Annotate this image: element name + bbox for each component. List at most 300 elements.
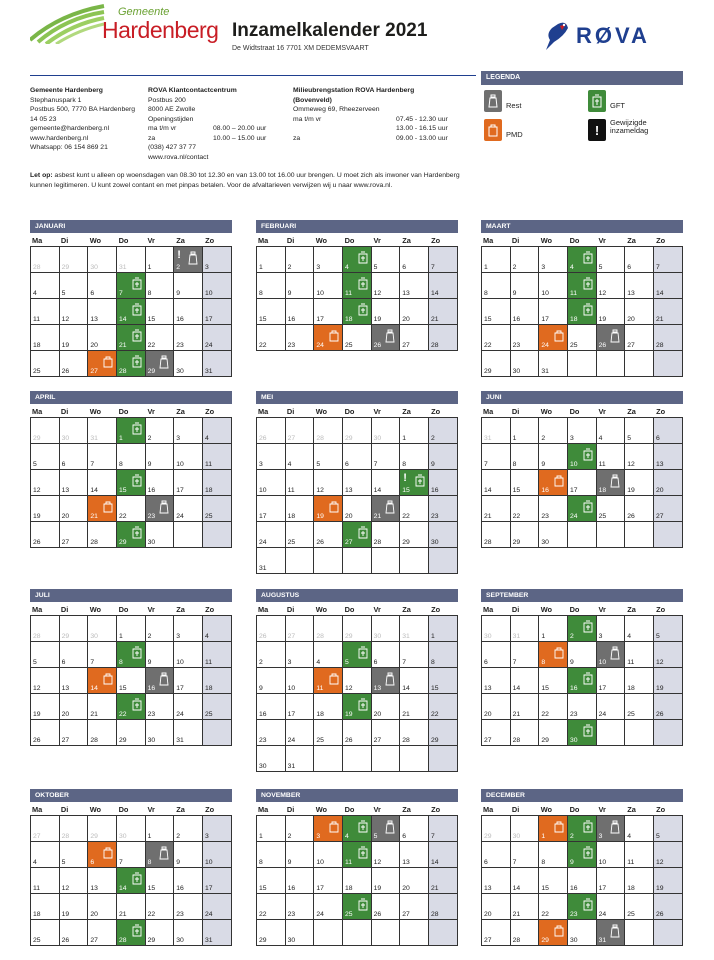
day-number: 5: [627, 435, 632, 442]
day-cell: [372, 868, 401, 894]
day-cell: [314, 720, 343, 746]
day-cell-rest: [597, 642, 626, 668]
day-number: 17: [204, 316, 213, 323]
day-cell-gft: [568, 496, 597, 522]
day-cell: [568, 868, 597, 894]
weekday-label: Wo: [315, 605, 328, 614]
day-number: 28: [512, 737, 521, 744]
rest-bin-icon: [609, 646, 621, 662]
day-cell: [60, 418, 89, 444]
website-link[interactable]: www.hardenberg.nl: [30, 134, 89, 142]
day-number: 11: [627, 659, 635, 666]
day-cell: [400, 496, 429, 522]
day-number: 20: [344, 513, 353, 520]
day-cell: [343, 668, 372, 694]
day-number: 7: [655, 264, 660, 271]
day-cell-pmd: [314, 496, 343, 522]
day-number: 4: [344, 833, 349, 840]
day-cell: [539, 668, 568, 694]
day-number: 27: [344, 539, 353, 546]
gemeente-logo: [30, 4, 220, 48]
day-number: 21: [655, 316, 664, 323]
day-number: 27: [627, 342, 635, 349]
day-number: 10: [259, 487, 267, 494]
day-number: 3: [541, 264, 546, 271]
day-number: 9: [569, 659, 574, 666]
day-number: 24: [569, 513, 578, 520]
day-number: 19: [344, 711, 353, 718]
day-cell: [511, 418, 540, 444]
day-cell: [343, 746, 372, 772]
calendar-grid: [30, 615, 232, 746]
day-cell-gft: [568, 842, 597, 868]
month-april: [30, 391, 232, 548]
day-cell: [372, 444, 401, 470]
day-number: 6: [627, 264, 632, 271]
day-cell: [31, 894, 60, 920]
rest-bin-icon: [609, 820, 621, 836]
day-cell: [257, 720, 286, 746]
day-number: 31: [512, 633, 521, 640]
day-number: 10: [569, 461, 578, 468]
day-number: 18: [33, 342, 41, 349]
day-number: 22: [118, 711, 127, 718]
day-number: 13: [373, 685, 382, 692]
day-cell-pmd: [539, 470, 568, 496]
day-number: 17: [259, 513, 267, 520]
day-cell: [88, 299, 117, 325]
day-number: 2: [569, 833, 574, 840]
day-number: 4: [204, 435, 209, 442]
hours-time: 10.00 – 15.00 uur: [213, 134, 267, 142]
day-number: 8: [402, 461, 407, 468]
day-number: 29: [484, 833, 492, 840]
weekday-label: Zo: [656, 407, 666, 416]
hours-time: 13.00 - 16.15 uur: [396, 125, 448, 132]
day-number: 16: [287, 885, 296, 892]
day-number: 16: [259, 711, 267, 718]
weekday-label: Di: [511, 407, 520, 416]
email-link[interactable]: gemeente@hardenberg.nl: [30, 125, 110, 132]
day-number: 2: [147, 435, 152, 442]
weekday-header: [30, 404, 232, 417]
weekday-header: [30, 802, 232, 815]
day-cell: [625, 816, 654, 842]
pmd-bin-icon: [103, 355, 113, 370]
day-cell: [31, 868, 60, 894]
day-cell-gft: [343, 894, 372, 920]
day-number: 11: [33, 885, 41, 892]
month-november: [256, 789, 458, 946]
day-number: 20: [484, 711, 492, 718]
day-cell-gft: [343, 247, 372, 273]
weekday-label: Do: [344, 236, 355, 245]
info-line: Whatsapp: 06 154 869 21: [30, 144, 108, 151]
day-number: 13: [627, 290, 635, 297]
day-number: 24: [541, 342, 549, 349]
day-cell-gft: [400, 470, 429, 496]
day-cell: [60, 694, 89, 720]
day-cell: [203, 299, 232, 325]
weekday-label: Ma: [258, 605, 269, 614]
day-cell: [597, 444, 626, 470]
weekday-label: Za: [176, 605, 185, 614]
day-cell: [257, 894, 286, 920]
pmd-bin-icon: [554, 329, 564, 344]
day-cell: [286, 816, 315, 842]
day-cell: [146, 325, 175, 351]
rest-bin-icon: [158, 355, 170, 371]
day-cell: [314, 470, 343, 496]
day-number: 9: [569, 859, 574, 866]
day-cell: [31, 668, 60, 694]
day-number: 27: [61, 737, 70, 744]
day-cell-gft: [117, 694, 146, 720]
day-number: 15: [484, 316, 492, 323]
weekday-label: Di: [60, 236, 69, 245]
day-cell: [400, 720, 429, 746]
day-cell: [539, 299, 568, 325]
day-number: 17: [287, 711, 296, 718]
day-cell: [117, 816, 146, 842]
day-cell: [482, 868, 511, 894]
day-cell: [511, 273, 540, 299]
day-cell-rest: [372, 325, 401, 351]
weekday-label: Vr: [373, 236, 381, 245]
day-number: 30: [287, 937, 296, 944]
day-number: 26: [33, 737, 41, 744]
day-cell: [257, 548, 286, 574]
day-cell: [400, 868, 429, 894]
day-number: 14: [90, 487, 98, 494]
weekday-label: Do: [344, 605, 355, 614]
weekday-label: Do: [569, 605, 580, 614]
day-cell: [146, 920, 175, 946]
day-number: 24: [316, 911, 324, 918]
weekday-label: Ma: [32, 605, 43, 614]
day-number: 8: [541, 659, 546, 666]
day-number: 30: [90, 633, 98, 640]
gft-bin-icon: [358, 303, 368, 318]
day-number: 20: [402, 316, 410, 323]
day-cell: [429, 842, 458, 868]
day-number: 4: [316, 659, 321, 666]
day-number: 14: [90, 685, 98, 692]
info-line: 8000 AE Zwolle: [148, 106, 196, 113]
day-cell: [286, 642, 315, 668]
day-number: 4: [344, 264, 349, 271]
day-cell: [597, 616, 626, 642]
weekday-label: Di: [511, 236, 520, 245]
month-header: APRIL: [30, 391, 232, 404]
legend-title: LEGENDA: [481, 71, 683, 85]
day-number: 27: [402, 342, 410, 349]
day-cell: [174, 444, 203, 470]
day-number: 10: [204, 859, 213, 866]
day-number: 16: [569, 685, 578, 692]
day-number: 3: [204, 833, 209, 840]
day-number: 24: [176, 711, 184, 718]
pmd-bin-icon: [103, 500, 113, 515]
logo-name-text: Hardenberg: [102, 17, 219, 43]
day-cell: [568, 470, 597, 496]
rest-bin-icon: [384, 672, 396, 688]
day-number: 4: [33, 290, 37, 297]
weekday-label: Wo: [315, 236, 328, 245]
day-number: 21: [512, 911, 521, 918]
calendar-grid: [481, 815, 683, 946]
day-number: 2: [287, 264, 292, 271]
day-cell: [511, 351, 540, 377]
page-title: Inzamelkalender 2021: [232, 20, 428, 41]
day-cell: [174, 351, 203, 377]
day-number: 27: [61, 539, 70, 546]
day-number: 9: [430, 461, 435, 468]
day-number: 28: [402, 737, 410, 744]
day-number: 5: [373, 264, 378, 271]
day-cell-gft: [343, 299, 372, 325]
day-cell-pmd: [314, 325, 343, 351]
rest-bin-icon: [187, 251, 199, 267]
bird-icon: [538, 16, 574, 54]
day-number: 3: [287, 659, 292, 666]
day-number: 14: [512, 685, 521, 692]
day-cell: [372, 894, 401, 920]
day-number: 29: [512, 539, 521, 546]
day-cell: [314, 548, 343, 574]
pmd-bin-icon: [103, 846, 113, 861]
day-number: 23: [512, 342, 521, 349]
weekday-label: Za: [176, 805, 185, 814]
month-header: AUGUSTUS: [256, 589, 458, 602]
day-number: 17: [204, 885, 213, 892]
day-cell: [372, 273, 401, 299]
day-number: 9: [176, 859, 181, 866]
day-number: 29: [33, 435, 41, 442]
day-cell: [117, 894, 146, 920]
day-number: 13: [61, 487, 70, 494]
day-cell: [31, 920, 60, 946]
day-number: 23: [176, 342, 184, 349]
calendar-grid: [256, 615, 458, 772]
info-mbs-title2: (Bovenveld): [293, 96, 332, 104]
day-cell: [654, 920, 683, 946]
weekday-header: [30, 602, 232, 615]
day-number: 24: [316, 342, 324, 349]
info-gemeente: [30, 86, 135, 153]
day-cell: [60, 496, 89, 522]
day-cell: [60, 842, 89, 868]
day-cell-pmd: [88, 351, 117, 377]
weekday-label: Vr: [373, 805, 381, 814]
day-number: 22: [541, 711, 549, 718]
pmd-bin-icon: [329, 672, 339, 687]
rest-bin-icon: [384, 500, 396, 516]
day-cell: [117, 444, 146, 470]
weekday-label: Zo: [205, 407, 215, 416]
day-cell: [117, 720, 146, 746]
day-number: 12: [33, 487, 41, 494]
day-cell: [60, 351, 89, 377]
day-number: 20: [61, 711, 70, 718]
day-cell: [314, 842, 343, 868]
day-cell: [597, 868, 626, 894]
gft-bin-icon: [583, 672, 593, 687]
rova-wordmark: RØVA: [576, 23, 650, 48]
day-number: 18: [344, 885, 353, 892]
day-cell: [482, 522, 511, 548]
day-number: 7: [118, 290, 123, 297]
day-cell-rest: [146, 842, 175, 868]
day-number: 28: [430, 911, 439, 918]
day-number: 27: [373, 737, 382, 744]
day-cell: [31, 299, 60, 325]
day-cell: [429, 694, 458, 720]
day-cell: [174, 668, 203, 694]
day-number: 19: [627, 487, 635, 494]
day-cell: [511, 668, 540, 694]
day-cell: [88, 694, 117, 720]
month-header: OKTOBER: [30, 789, 232, 802]
day-cell: [203, 694, 232, 720]
day-cell: [511, 894, 540, 920]
day-cell: [539, 894, 568, 920]
day-number: 12: [344, 685, 353, 692]
day-cell: [31, 720, 60, 746]
day-cell: [429, 894, 458, 920]
day-number: 11: [204, 461, 212, 468]
day-cell: [400, 444, 429, 470]
month-december: [481, 789, 683, 946]
weekday-header: [481, 404, 683, 417]
day-number: 31: [176, 737, 184, 744]
weekday-label: Di: [511, 805, 520, 814]
day-cell: [539, 616, 568, 642]
day-cell: [539, 868, 568, 894]
day-cell: [429, 616, 458, 642]
day-cell: [174, 642, 203, 668]
day-cell: [174, 894, 203, 920]
month-oktober: [30, 789, 232, 946]
day-cell: [60, 894, 89, 920]
day-number: 6: [373, 659, 378, 666]
day-number: 12: [598, 290, 607, 297]
day-number: 6: [344, 461, 349, 468]
day-cell: [31, 418, 60, 444]
weekday-label: Vr: [373, 605, 381, 614]
day-cell: [429, 496, 458, 522]
day-cell: [625, 668, 654, 694]
weekday-header: [30, 233, 232, 246]
day-cell: [314, 894, 343, 920]
weekday-label: Do: [118, 407, 129, 416]
day-number: 12: [33, 685, 41, 692]
day-cell: [117, 842, 146, 868]
day-cell: [257, 642, 286, 668]
info-mbs-title: Milieubrengstation ROVA Hardenberg: [293, 87, 415, 94]
day-cell: [60, 668, 89, 694]
day-number: 10: [598, 659, 607, 666]
day-cell: [257, 694, 286, 720]
day-number: 13: [484, 885, 492, 892]
month-juli: [30, 589, 232, 746]
day-cell: [597, 273, 626, 299]
day-number: 11: [627, 859, 635, 866]
day-cell: [257, 842, 286, 868]
day-cell: [654, 496, 683, 522]
day-cell: [60, 444, 89, 470]
day-cell: [257, 247, 286, 273]
day-number: 20: [627, 316, 635, 323]
day-cell: [372, 299, 401, 325]
day-number: 6: [484, 659, 488, 666]
calendar-grid: [256, 417, 458, 574]
day-cell: [286, 522, 315, 548]
day-cell: [654, 816, 683, 842]
info-milieubrengstation: [293, 86, 448, 143]
day-cell: [539, 496, 568, 522]
day-number: 6: [90, 290, 95, 297]
day-cell-rest: [146, 496, 175, 522]
pmd-bin-icon: [329, 329, 339, 344]
hours-time: 09.00 - 13.00 uur: [396, 134, 448, 142]
weekday-header: [256, 602, 458, 615]
rest-bin-icon: [384, 329, 396, 345]
day-number: 18: [204, 685, 213, 692]
day-cell: [174, 868, 203, 894]
day-cell: [400, 894, 429, 920]
day-number: 12: [655, 659, 664, 666]
contact-link[interactable]: www.rova.nl/contact: [148, 153, 209, 161]
day-number: 24: [204, 911, 213, 918]
info-line: Postbus 200: [148, 96, 186, 104]
day-number: 7: [90, 659, 95, 666]
day-cell: [429, 746, 458, 772]
weekday-header: [256, 802, 458, 815]
day-cell-rest: [146, 351, 175, 377]
weekday-label: Za: [402, 805, 411, 814]
day-cell: [654, 418, 683, 444]
day-number: 26: [61, 937, 70, 944]
day-number: 14: [373, 487, 382, 494]
day-number: 20: [90, 911, 98, 918]
header-rule: [30, 75, 476, 76]
day-cell: [539, 351, 568, 377]
day-cell: [257, 616, 286, 642]
day-number: 28: [430, 342, 439, 349]
day-number: 26: [344, 737, 353, 744]
info-line: 14 05 23: [30, 115, 57, 123]
weekday-label: Ma: [258, 805, 269, 814]
day-number: 12: [316, 487, 324, 494]
day-number: 31: [259, 565, 267, 572]
day-number: 10: [204, 290, 213, 297]
day-number: 4: [627, 833, 632, 840]
weekday-label: Za: [627, 605, 636, 614]
legend-gft-label: GFT: [610, 101, 625, 110]
day-cell: [60, 470, 89, 496]
day-number: 11: [287, 487, 295, 494]
day-cell: [257, 522, 286, 548]
day-number: 15: [512, 487, 521, 494]
day-number: 27: [655, 513, 664, 520]
day-number: 5: [316, 461, 321, 468]
day-number: 23: [287, 911, 296, 918]
day-cell: [203, 325, 232, 351]
day-number: 9: [147, 659, 152, 666]
day-number: 12: [61, 316, 70, 323]
pmd-bag-icon: [484, 119, 502, 141]
